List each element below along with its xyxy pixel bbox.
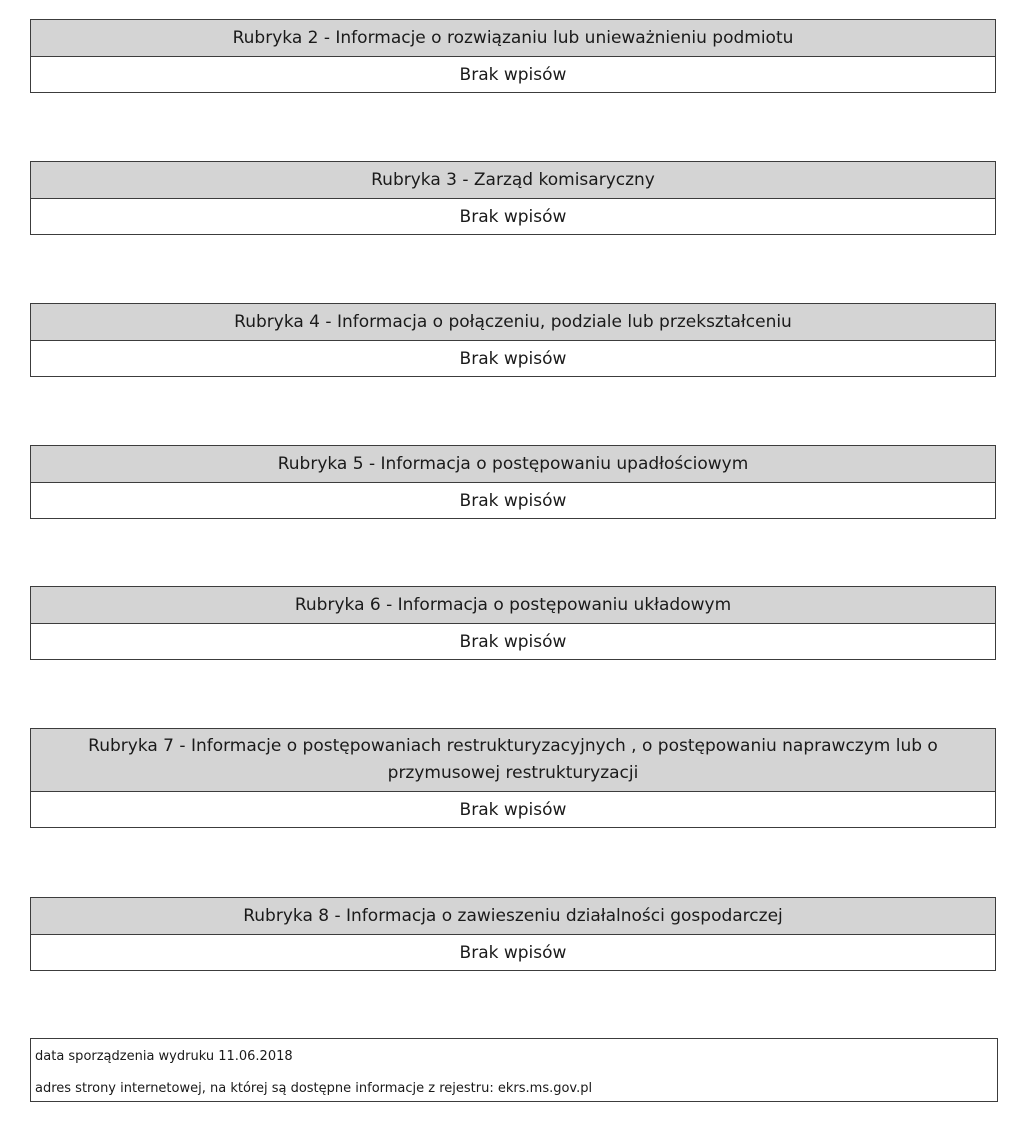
section-rubryka-3: [30, 161, 996, 235]
section-header: Rubryka 5 - Informacja o postępowaniu upadłościowym: [31, 446, 995, 483]
section-content: Brak wpisów: [459, 942, 567, 963]
section-header: Rubryka 3 - Zarząd komisaryczny: [31, 162, 995, 199]
section-header: Rubryka 6 - Informacja o postępowaniu układowym: [31, 587, 995, 624]
section-content: Brak wpisów: [459, 490, 567, 511]
section-rubryka-5: [30, 445, 996, 519]
section-rubryka-8: [30, 897, 996, 971]
section-header: Rubryka 8 - Informacja o zawieszeniu działalności gospodarczej: [31, 898, 995, 935]
section-header: Rubryka 7 - Informacje o postępowaniach restrukturyzacyjnych , o postępowaniu naprawczym lub o przymusowej restrukturyzacji: [31, 729, 995, 792]
section-header: Rubryka 4 - Informacja o połączeniu, podziale lub przekształceniu: [31, 304, 995, 341]
section-content: Brak wpisów: [459, 631, 567, 652]
section-rubryka-7: [30, 728, 996, 828]
print-date: data sporządzenia wydruku 11.06.2018: [35, 1049, 293, 1064]
section-rubryka-2: [30, 19, 996, 93]
section-content: Brak wpisów: [459, 206, 567, 227]
section-content: Brak wpisów: [459, 348, 567, 369]
website-info: adres strony internetowej, na której są dostępne informacje z rejestru: ekrs.ms.gov.pl: [35, 1081, 593, 1096]
section-content: Brak wpisów: [459, 64, 567, 85]
section-header: Rubryka 2 - Informacje o rozwiązaniu lub unieważnieniu podmiotu: [31, 20, 995, 57]
section-rubryka-4: [30, 303, 996, 377]
section-content: Brak wpisów: [459, 799, 567, 820]
section-rubryka-6: [30, 586, 996, 660]
print-footer: [30, 1038, 998, 1102]
